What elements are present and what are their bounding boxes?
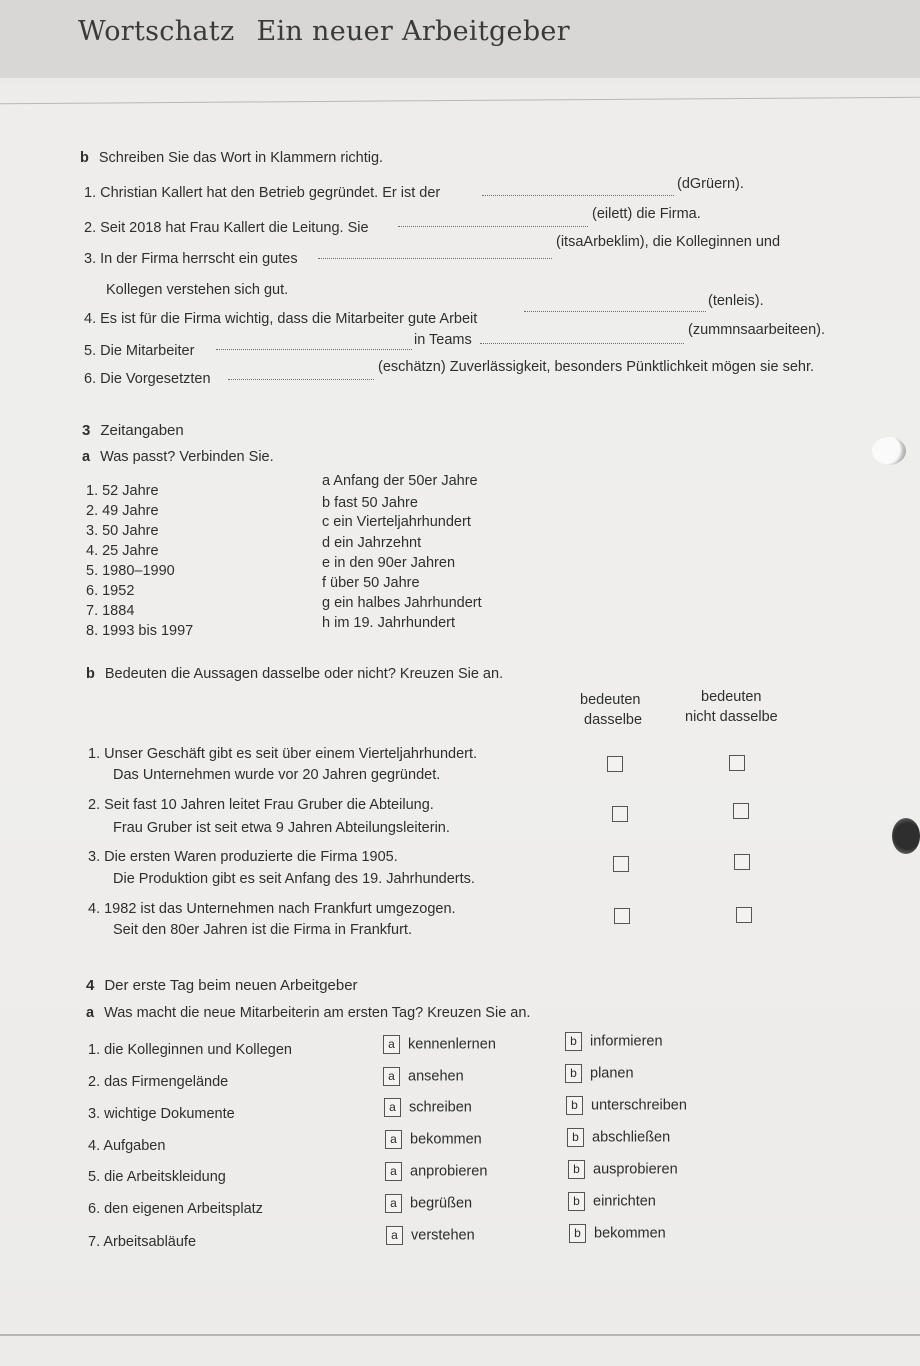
column-header-diff-2: nicht dasselbe [685,709,778,725]
option-a[interactable] [383,1035,496,1054]
option-a[interactable] [385,1162,487,1181]
answer-blank-1[interactable] [482,195,674,196]
list-item[interactable]: 8. 1993 bis 1997 [86,623,194,639]
checkbox-same[interactable] [614,908,630,924]
list-item[interactable]: d ein Jahrzehnt [322,535,422,551]
list-item[interactable]: a Anfang der 50er Jahre [322,473,478,489]
checkbox-different[interactable] [734,854,750,870]
row-subject: 5. die Arbeitskleidung [88,1169,226,1185]
list-item[interactable]: 2. 49 Jahre [86,503,159,519]
option-b[interactable] [565,1032,663,1051]
ex3a-instruction [82,449,274,465]
answer-blank-6[interactable] [228,379,374,380]
option-text: abschließen [592,1129,671,1146]
option-text: planen [590,1065,634,1082]
ex2b-hint-3: (itsaArbeklim), die Kolleginnen und [556,234,781,250]
statement-line2: Das Unternehmen wurde vor 20 Jahren gegründet. [113,767,441,783]
ex2b-hint-5: (zummnsaarbeiteen). [688,322,825,338]
page-title [78,16,570,47]
column-header-same: bedeuten [580,692,641,708]
ex2b-hint-1: (dGrüern). [677,176,744,192]
ex2b-instruction-text: Schreiben Sie das Wort in Klammern richtig. [98,150,384,166]
list-item[interactable]: 1. 52 Jahre [86,483,159,499]
ex4-title: Der erste Tag beim neuen Arbeitgeber [104,977,358,994]
statement-line1: 4. 1982 ist das Unternehmen nach Frankfurt umgezogen. [88,901,456,917]
ex2b-item-3-cont: Kollegen verstehen sich gut. [106,282,289,298]
option-letter[interactable]: b [568,1192,585,1211]
option-text: bekommen [410,1131,482,1148]
statement-line2: Die Produktion gibt es seit Anfang des 19. Jahrhunderts. [113,871,475,887]
ex3b-letter: b [86,666,95,682]
option-text: informieren [590,1033,663,1050]
option-a[interactable] [385,1194,472,1213]
list-item[interactable]: 3. 50 Jahre [86,523,159,539]
ex4a-instruction [86,1005,530,1021]
answer-blank-5[interactable] [216,349,412,350]
option-b[interactable] [568,1160,678,1179]
ex3-heading [82,422,184,439]
column-header-diff: bedeuten [701,689,762,705]
ex3b-instruction [86,666,503,682]
option-letter[interactable]: a [385,1130,402,1149]
statement-line2: Frau Gruber ist seit etwa 9 Jahren Abteilungsleiterin. [113,820,450,836]
option-text: ausprobieren [593,1161,678,1178]
statement-line2: Seit den 80er Jahren ist die Firma in Frankfurt. [113,922,412,938]
row-subject: 3. wichtige Dokumente [88,1106,235,1122]
option-a[interactable] [386,1226,475,1245]
option-letter[interactable]: b [567,1128,584,1147]
option-letter[interactable]: a [385,1162,402,1181]
option-text: unterschreiben [591,1097,687,1114]
option-text: ansehen [408,1068,464,1085]
answer-blank-5b[interactable] [480,343,684,344]
list-item[interactable]: g ein halbes Jahrhundert [322,595,482,611]
option-text: begrüßen [410,1195,473,1212]
row-subject: 1. die Kolleginnen und Kollegen [88,1042,292,1058]
list-item[interactable]: 4. 25 Jahre [86,543,159,559]
option-b[interactable] [568,1192,656,1211]
option-letter[interactable]: b [566,1096,583,1115]
list-item[interactable]: b fast 50 Jahre [322,495,418,511]
list-item[interactable]: 6. 1952 [86,583,135,599]
row-subject: 4. Aufgaben [88,1138,166,1154]
ex3a-instruction-text: Was passt? Verbinden Sie. [100,449,274,465]
ex2b-item-5: 5. Die Mitarbeiter [84,343,195,359]
binder-hole [892,818,920,854]
checkbox-different[interactable] [729,755,745,771]
option-letter[interactable]: a [383,1067,400,1086]
option-letter[interactable]: b [568,1160,585,1179]
answer-blank-2[interactable] [398,226,588,227]
ex3-title: Zeitangaben [100,422,184,439]
list-item[interactable]: 5. 1980–1990 [86,563,175,579]
option-text: bekommen [594,1225,666,1242]
answer-blank-3[interactable] [318,258,552,259]
list-item[interactable]: c ein Vierteljahrhundert [322,514,471,530]
list-item[interactable]: h im 19. Jahrhundert [322,615,455,631]
option-b[interactable] [567,1128,670,1147]
row-subject: 2. das Firmengelände [88,1074,229,1090]
divider [0,1334,920,1336]
statement-line1: 1. Unser Geschäft gibt es seit über einem Vierteljahrhundert. [88,746,478,762]
option-letter[interactable]: b [569,1224,586,1243]
option-b[interactable] [566,1096,687,1115]
statement-line1: 2. Seit fast 10 Jahren leitet Frau Gruber die Abteilung. [88,797,434,813]
option-letter[interactable]: a [383,1035,400,1054]
option-a[interactable] [383,1067,464,1086]
option-text: einrichten [593,1193,656,1210]
checkbox-different[interactable] [736,907,752,923]
list-item[interactable]: f über 50 Jahre [322,575,420,591]
option-a[interactable] [385,1130,482,1149]
ex2b-item-3: 3. In der Firma herrscht ein gutes [84,251,298,267]
option-letter[interactable]: b [565,1032,582,1051]
row-subject: 7. Arbeitsabläufe [88,1234,197,1250]
ex3-number: 3 [82,422,91,439]
ex2b-item-4: 4. Es ist für die Firma wichtig, dass die Mitarbeiter gute Arbeit [84,311,478,327]
option-letter[interactable]: a [385,1194,402,1213]
option-letter[interactable]: a [386,1226,403,1245]
binder-hole [872,437,906,465]
ex4-number: 4 [86,977,95,994]
option-text: anprobieren [410,1163,488,1180]
option-text: verstehen [411,1227,475,1244]
ex2b-instruction [80,150,383,166]
ex2b-hint-6: (eschätzn) Zuverlässigkeit, besonders Pünktlichkeit mögen sie sehr. [378,359,815,375]
option-letter[interactable]: b [565,1064,582,1083]
ex2b-hint-2: (eilett) die Firma. [592,206,701,222]
ex3b-instruction-text: Bedeuten die Aussagen dasselbe oder nicht? Kreuzen Sie an. [104,666,504,682]
ex3a-letter: a [82,449,91,465]
checkbox-same[interactable] [613,856,629,872]
checkbox-same[interactable] [607,756,623,772]
ex2b-item-5-mid: in Teams [414,332,472,348]
option-b[interactable] [569,1224,666,1243]
ex2b-hint-4: (tenleis). [708,293,764,309]
ex4-heading [86,977,358,994]
column-header-same-2: dasselbe [584,712,643,728]
title-main: Wortschatz [78,16,235,47]
list-item[interactable]: 7. 1884 [86,603,135,619]
ex4a-letter: a [86,1005,95,1021]
ex2b-item-1: 1. Christian Kallert hat den Betrieb gegründet. Er ist der [84,185,441,201]
option-b[interactable] [565,1064,634,1083]
title-subtitle: Ein neuer Arbeitgeber [256,16,570,47]
divider [0,97,920,104]
option-a[interactable] [384,1098,472,1117]
ex2b-item-2: 2. Seit 2018 hat Frau Kallert die Leitung. Sie [84,220,369,236]
row-subject: 6. den eigenen Arbeitsplatz [88,1201,263,1217]
ex2b-letter: b [80,150,89,166]
option-text: kennenlernen [408,1036,496,1053]
list-item[interactable]: e in den 90er Jahren [322,555,456,571]
option-letter[interactable]: a [384,1098,401,1117]
ex4a-instruction-text: Was macht die neue Mitarbeiterin am ersten Tag? Kreuzen Sie an. [104,1005,531,1021]
checkbox-same[interactable] [612,806,628,822]
statement-line1: 3. Die ersten Waren produzierte die Firma 1905. [88,849,398,865]
checkbox-different[interactable] [733,803,749,819]
answer-blank-4[interactable] [524,311,706,312]
ex2b-item-6: 6. Die Vorgesetzten [84,371,211,387]
option-text: schreiben [409,1099,472,1116]
